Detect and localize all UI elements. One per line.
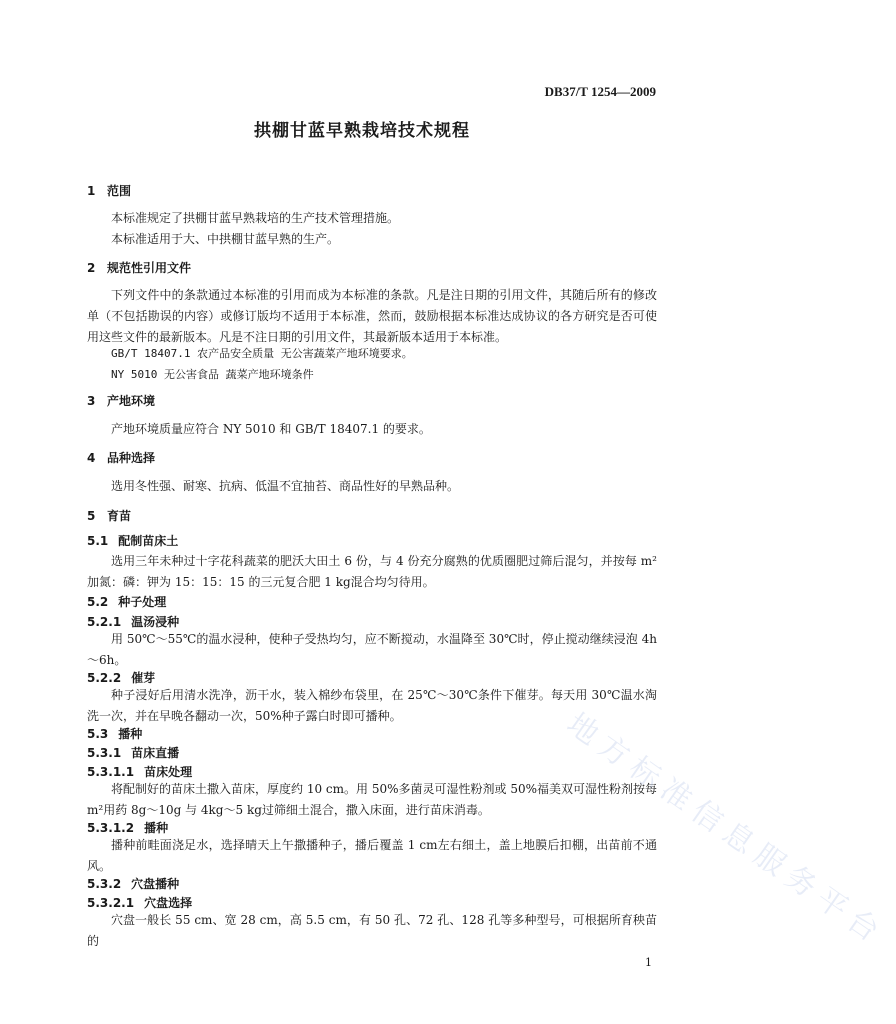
subsection-5-3-1-heading xyxy=(87,743,179,763)
paragraph: 种子浸好后用清水洗净，沥干水，装入棉纱布袋里，在 25℃～30℃条件下催芽。每天用 30℃温水淘洗一次，并在早晚各翻动一次，50%种子露白时即可播种。 xyxy=(87,688,657,723)
subsection-title: 苗床直播 xyxy=(131,746,180,760)
section-number: 5 xyxy=(87,509,96,523)
section-title: 规范性引用文件 xyxy=(107,261,192,275)
subsection-number: 5.3.2 xyxy=(87,877,122,891)
subsection-5-2-heading xyxy=(87,592,166,612)
section-2-heading xyxy=(87,258,191,278)
watermark: 地方标准信息服务平台 xyxy=(560,706,892,954)
subsection-title: 播种 xyxy=(118,727,143,741)
section-number: 3 xyxy=(87,394,96,408)
subsection-number: 5.2.1 xyxy=(87,615,122,629)
subsection-number: 5.3.1 xyxy=(87,746,122,760)
section-5-heading xyxy=(87,506,131,526)
subsection-number: 5.3 xyxy=(87,727,109,741)
paragraph: 下列文件中的条款通过本标准的引用而成为本标准的条款。凡是注日期的引用文件，其随后所有的修改单（不包括勘误的内容）或修订版均不适用于本标准，然而，鼓励根据本标准达成协议的各方研究是否可使用这些文件的最新版本。凡是不注日期的引用文件，其最新版本适用于本标准。 xyxy=(87,288,657,344)
subsection-5-3-2-heading xyxy=(87,874,179,894)
subsection-title: 苗床处理 xyxy=(144,765,193,779)
subsection-title: 种子处理 xyxy=(118,595,167,609)
paragraph: 用 50℃～55℃的温水浸种，使种子受热均匀，应不断搅动，水温降至 30℃时，停止搅动继续浸泡 4h～6h。 xyxy=(87,632,657,667)
subsection-number: 5.1 xyxy=(87,534,109,548)
paragraph: 本标准规定了拱棚甘蓝早熟栽培的生产技术管理措施。 xyxy=(111,211,400,225)
subsection-title: 穴盘选择 xyxy=(144,896,193,910)
subsection-title: 配制苗床土 xyxy=(118,534,179,548)
subsection-title: 温汤浸种 xyxy=(131,615,180,629)
page-number: 1 xyxy=(645,956,652,969)
section-4-heading xyxy=(87,448,155,468)
paragraph: 穴盘一般长 55 cm、宽 28 cm，高 5.5 cm，有 50 孔、72 孔、128 孔等多种型号，可根据所育秧苗的 xyxy=(87,913,657,948)
paragraph: 将配制好的苗床土撒入苗床，厚度约 10 cm。用 50%多菌灵可湿性粉剂或 50%福美双可湿性粉剂按每 m²用药 8g～10g 与 4kg～5 kg过筛细土混合，撒入床面，进行苗床消毒。 xyxy=(87,782,657,817)
subsection-title: 穴盘播种 xyxy=(131,877,180,891)
section-number: 1 xyxy=(87,184,96,198)
standard-number: DB37/T 1254—2009 xyxy=(544,84,656,99)
section-1-heading xyxy=(87,181,131,201)
section-3-heading xyxy=(87,391,155,411)
subsection-number: 5.3.1.1 xyxy=(87,765,135,779)
section-number: 2 xyxy=(87,261,96,275)
subsection-5-1-heading xyxy=(87,531,178,551)
subsection-number: 5.2 xyxy=(87,595,109,609)
paragraph: 选用冬性强、耐寒、抗病、低温不宜抽苔、商品性好的早熟品种。 xyxy=(111,479,460,493)
subsection-number: 5.2.2 xyxy=(87,671,122,685)
section-title: 育苗 xyxy=(107,509,132,523)
section-title: 品种选择 xyxy=(107,451,156,465)
reference-item: NY 5010 无公害食品 蔬菜产地环境条件 xyxy=(111,368,314,381)
document-title: 拱棚甘蓝早熟栽培技术规程 xyxy=(254,121,470,141)
subsection-number: 5.3.2.1 xyxy=(87,896,135,910)
paragraph: 选用三年未种过十字花科蔬菜的肥沃大田土 6 份，与 4 份充分腐熟的优质圈肥过筛后混匀，并按每 m² 加氮：磷：钾为 15：15：15 的三元复合肥 1 kg混合均匀待用。 xyxy=(87,554,657,589)
subsection-5-3-heading xyxy=(87,724,142,744)
reference-item: GB/T 18407.1 农产品安全质量 无公害蔬菜产地环境要求。 xyxy=(111,347,413,360)
paragraph: 产地环境质量应符合 NY 5010 和 GB/T 18407.1 的要求。 xyxy=(111,422,431,436)
paragraph: 播种前畦面浇足水，选择晴天上午撒播种子，播后覆盖 1 cm左右细土，盖上地膜后扣棚，出苗前不通风。 xyxy=(87,838,657,873)
subsection-title: 催芽 xyxy=(131,671,156,685)
subsection-number: 5.3.1.2 xyxy=(87,821,135,835)
section-title: 产地环境 xyxy=(107,394,156,408)
section-number: 4 xyxy=(87,451,96,465)
subsection-title: 播种 xyxy=(144,821,169,835)
section-title: 范围 xyxy=(107,184,132,198)
paragraph: 本标准适用于大、中拱棚甘蓝早熟的生产。 xyxy=(111,232,340,246)
